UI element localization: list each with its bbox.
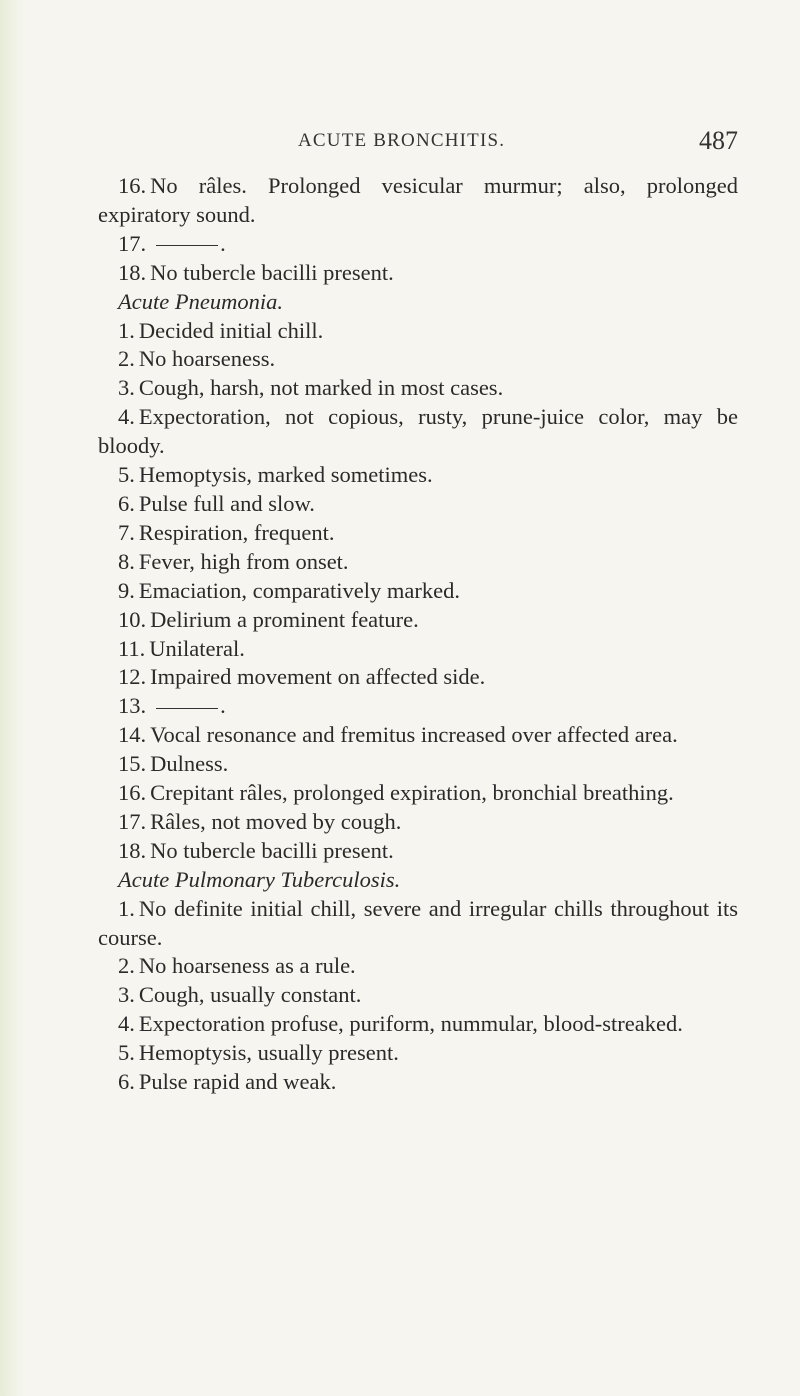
list-item [98,635,738,664]
list-item [98,837,738,866]
list-item [98,981,738,1010]
list-item [98,1039,738,1068]
list-item [98,519,738,548]
item-number: 15. [118,751,147,777]
list-item [98,895,738,953]
list-item [98,345,738,374]
item-text: Expectoration profuse, puriform, nummular, blood-streaked. [138,1011,683,1037]
item-number: 4. [118,1011,135,1037]
body-text [98,172,738,1097]
item-number: 2. [118,346,135,372]
item-number: 17. [118,230,147,256]
item-text: No râles. Prolonged vesicular murmur; also, prolonged expiratory sound. [98,173,738,227]
item-text: Respiration, frequent. [138,519,335,545]
list-item [98,461,738,490]
item-number: 6. [118,490,135,516]
list-item [98,779,738,808]
item-text: Vocal resonance and fremitus increased over affected area. [150,722,678,748]
item-text: Impaired movement on affected side. [150,664,486,690]
item-number: 4. [118,404,135,430]
item-number: 1. [118,317,135,343]
list-item [98,259,738,288]
section-heading: Acute Pneumonia. [118,288,283,314]
list-item [98,721,738,750]
item-text: Delirium a prominent feature. [150,606,419,632]
item-text: No definite initial chill, severe and irregular chills throughout its course. [98,895,738,950]
item-number: 13. [118,693,147,719]
item-number: 16. [118,173,147,198]
item-text: Expectoration, not copious, rusty, prune-juice color, may be bloody. [98,404,738,459]
running-head: ACUTE BRONCHITIS. [298,130,506,151]
item-text: Crepitant râles, prolonged expiration, bronchial breathing. [150,780,674,806]
item-number: 2. [118,953,135,979]
list-item: 13. . [118,693,226,719]
list-item [98,663,738,692]
item-number: 5. [118,462,135,488]
list-item [98,1068,738,1097]
item-number: 17. [118,808,147,834]
item-text: Hemoptysis, usually present. [138,1040,399,1066]
item-number: 12. [118,664,147,690]
list-item [98,808,738,837]
list-item [98,490,738,519]
item-number: 3. [118,375,135,401]
item-text: Fever, high from onset. [138,548,349,574]
book-page [98,126,738,1097]
item-text: Pulse rapid and weak. [138,1069,337,1095]
list-item [98,750,738,779]
blank-rule [156,245,218,246]
item-number: 11. [118,635,146,661]
item-text: No tubercle bacilli present. [150,837,394,863]
item-text: Râles, not moved by cough. [150,808,402,834]
item-text: Hemoptysis, marked sometimes. [138,462,433,488]
item-number: 14. [118,722,147,748]
item-number: 18. [118,259,147,285]
item-text: No hoarseness as a rule. [138,953,356,979]
item-number: 9. [118,577,135,603]
list-item [98,374,738,403]
item-number: 8. [118,548,135,574]
item-text: Pulse full and slow. [138,490,315,516]
item-text: Cough, harsh, not marked in most cases. [138,375,504,401]
list-item [98,317,738,346]
blank-rule [156,708,218,709]
item-number: 1. [118,895,135,921]
item-number: 3. [118,982,135,1008]
list-item [98,606,738,635]
section-heading: Acute Pulmonary Tuberculosis. [118,866,401,892]
list-item [98,577,738,606]
item-number: 18. [118,837,147,863]
item-number: 16. [118,780,147,806]
list-item [98,548,738,577]
item-number: 7. [118,519,135,545]
item-number: 5. [118,1040,135,1066]
page-number: 487 [699,126,738,155]
item-text: Unilateral. [149,635,245,661]
item-text: Decided initial chill. [138,317,324,343]
page-edge-shading [0,0,24,1396]
page-header [98,126,738,164]
item-text: Dulness. [150,751,229,777]
list-item: 17. . [118,230,226,256]
item-text: No tubercle bacilli present. [150,259,394,285]
list-item [98,952,738,981]
item-number: 10. [118,606,147,632]
item-text: No hoarseness. [138,346,276,372]
list-item [98,403,738,461]
item-number: 6. [118,1069,135,1095]
item-text: Cough, usually constant. [138,982,362,1008]
list-item [98,1010,738,1039]
list-item [98,172,738,230]
item-text: Emaciation, comparatively marked. [138,577,460,603]
